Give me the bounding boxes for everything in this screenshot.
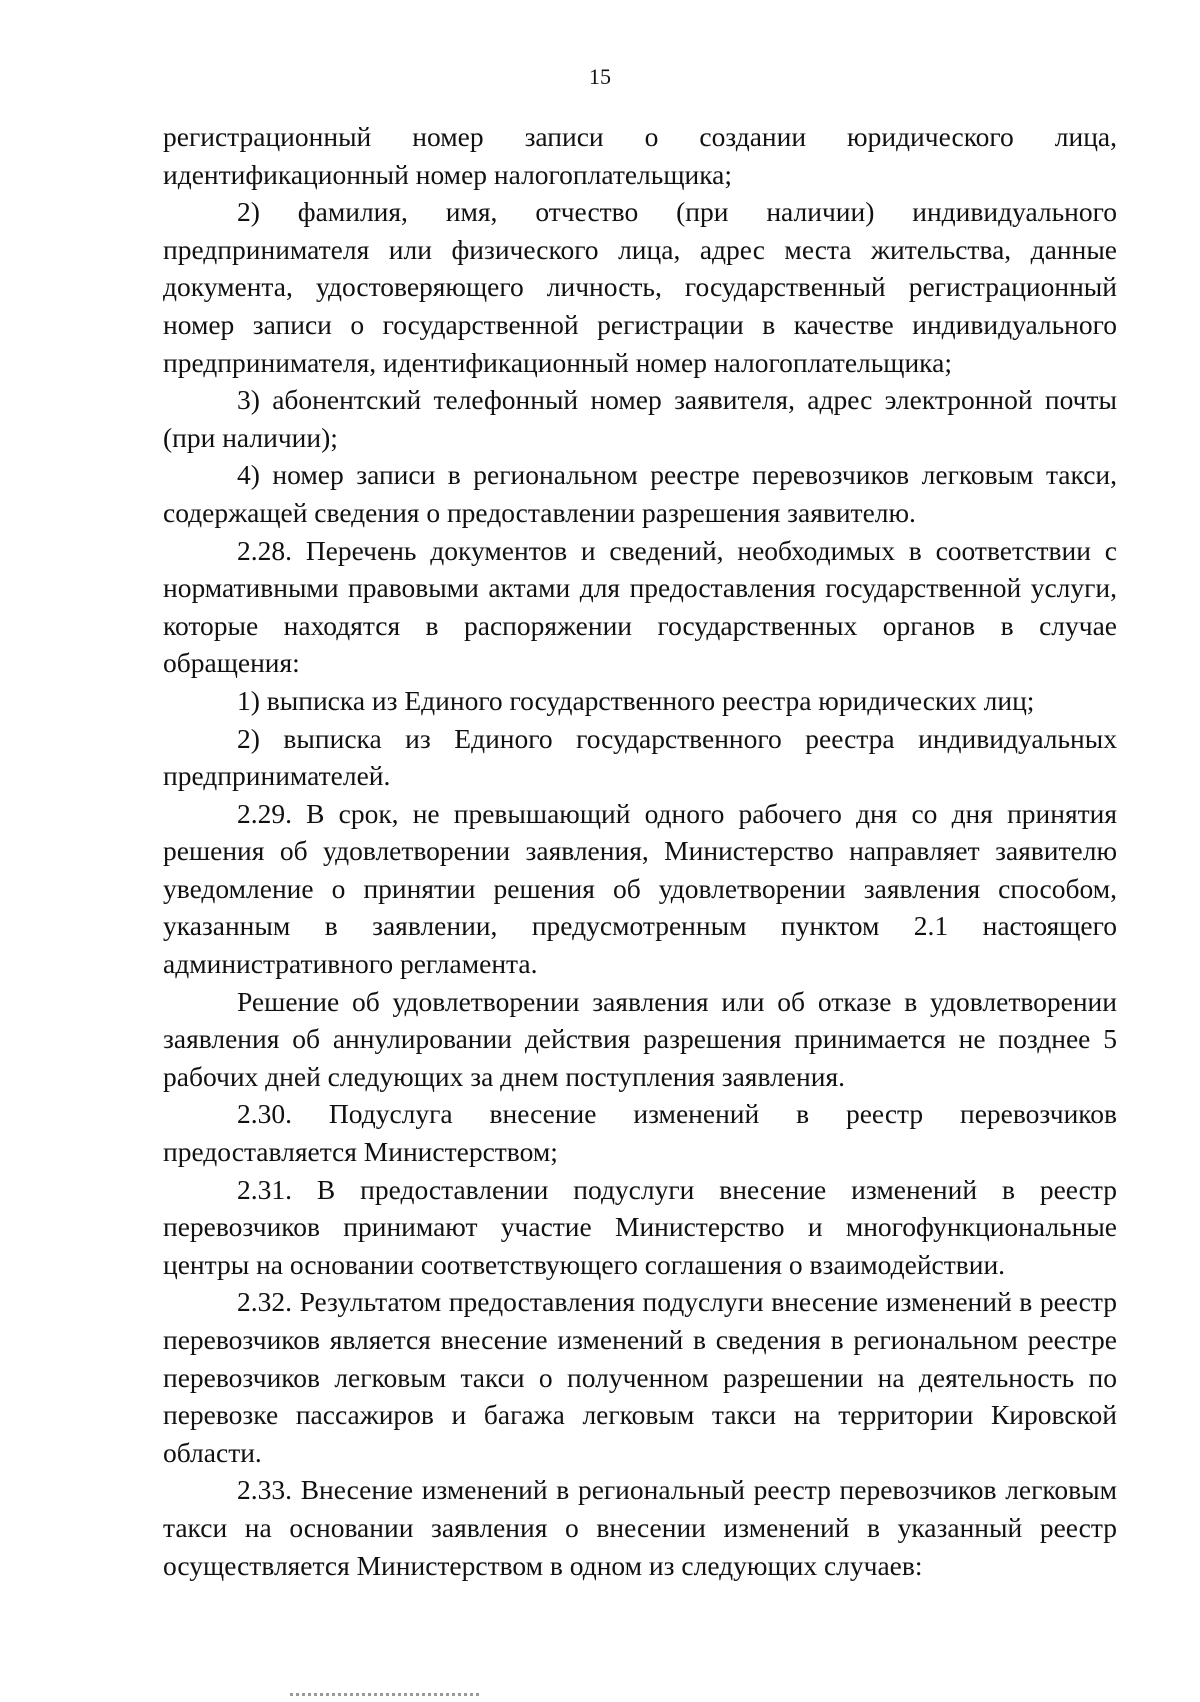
paragraph-2-29: 2.29. В срок, не превышающий одного рабочего дня со дня принятия решения об удовлетворении заявления, Министерство направляет заявителю уведомление о принятии решения об удовлетворении заявления способом, указанным в заявлении, предусмотренным пунктом 2.1 настоящего административного регламента.	[163, 797, 1117, 980]
paragraph-2-32: 2.32. Результатом предоставления подуслуги внесение изменений в реестр перевозчиков является внесение изменений в сведения в региональном реестре перевозчиков легковым такси о полученном разрешении на деятельность по перевозке пассажиров и багажа легковым такси на территории Кировской области.	[163, 1286, 1117, 1468]
paragraph-2-28: 2.28. Перечень документов и сведений, необходимых в соответствии с нормативными правовыми актами для предоставления государственной услуги, которые находятся в распоряжении государственных органов в случае обращения:	[163, 534, 1117, 679]
paragraph-2-33: 2.33. Внесение изменений в региональный реестр перевозчиков легковым такси на основании заявления о внесении изменений в указанный реестр осуществляется Министерством в одном из следующих случаев:	[163, 1474, 1117, 1581]
paragraph-item-2: 2) фамилия, имя, отчество (при наличии) индивидуального предпринимателя или физического лица, адрес места жительства, данные документа, удостоверяющего личность, государственный регистрационный номер записи о государственной регистрации в качестве индивидуального предпринимателя, идентификационный номер налогоплательщика;	[163, 196, 1117, 378]
paragraph-2-30: 2.30. Подуслуга внесение изменений в реестр перевозчиков предоставляется Министерством;	[163, 1098, 1117, 1168]
paragraph-2-31: 2.31. В предоставлении подуслуги внесение изменений в реестр перевозчиков принимают участие Министерство и многофункциональные центры на основании соответствующего соглашения о взаимодействии.	[163, 1173, 1117, 1280]
paragraph-2-28-item-2: 2) выписка из Единого государственного реестра индивидуальных предпринимателей.	[163, 722, 1117, 792]
paragraph-continuation: регистрационный номер записи о создании юридического лица, идентификационный номер налогоплательщика;	[163, 121, 1117, 190]
paragraph-2-28-item-1: 1) выписка из Единого государственного реестра юридических лиц;	[237, 684, 1035, 716]
paragraph-item-4: 4) номер записи в региональном реестре перевозчиков легковым такси, содержащей сведения о предоставлении разрешения заявителю.	[163, 459, 1117, 528]
page-number: 15	[589, 64, 611, 89]
paragraph-item-3: 3) абонентский телефонный номер заявителя, адрес электронной почты (при наличии);	[163, 384, 1117, 453]
document-body	[163, 118, 1117, 1584]
paragraph-decision: Решение об удовлетворении заявления или об отказе в удовлетворении заявления об аннулировании действия разрешения принимается не позднее 5 рабочих дней следующих за днем поступления заявления.	[163, 985, 1117, 1092]
scan-artifact-line	[290, 1693, 480, 1696]
